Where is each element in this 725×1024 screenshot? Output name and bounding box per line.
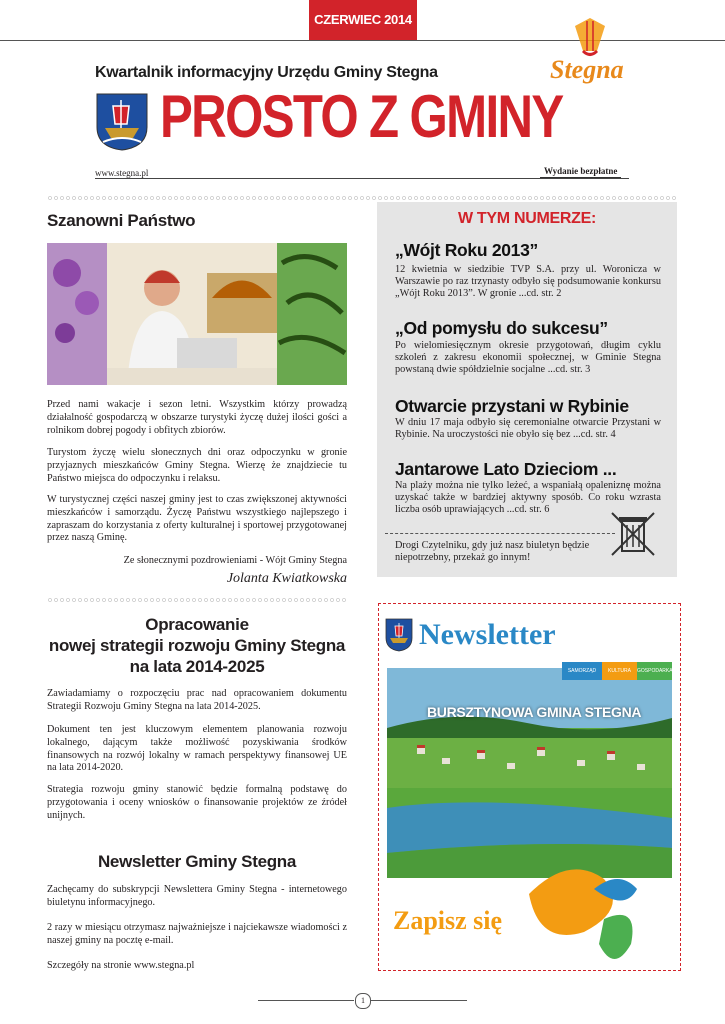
strategy-paragraph: Zawiadamiamy o rozpoczęciu prac nad opracowaniem dokumentu Strategii Rozwoju Gminy Stegna na lata 2014-2025. <box>47 688 347 712</box>
footer-rule <box>258 1000 354 1001</box>
recycle-note: Drogi Czytelniku, gdy już nasz biuletyn będzie niepotrzebny, przekaż go innym! <box>395 540 590 563</box>
ad-title: Newsletter <box>419 618 556 651</box>
masthead-title: PROSTO Z GMINY <box>160 83 563 150</box>
mayor-photo <box>47 243 347 385</box>
ad-tab[interactable]: GOSPODARKA <box>637 662 672 680</box>
page-number: 1 <box>355 993 371 1009</box>
header-rule <box>95 178 629 179</box>
signature: Jolanta Kwiatkowska <box>226 571 347 586</box>
toc-item-title[interactable]: „Wójt Roku 2013” <box>395 240 539 260</box>
subscribe-cta[interactable]: Zapisz się <box>393 906 503 935</box>
greeting-paragraph: Turystom życzę wielu słonecznych dni oraz odpoczynku w gronie przyjaznych mieszkańców Gminy Stegna. Wierzę że znajdziecie tu Państwo miejsca do odpoczynku i relaksu. <box>47 447 347 484</box>
newsletter-title: Newsletter Gminy Stegna <box>97 852 297 871</box>
ad-tab[interactable]: SAMORZĄD <box>562 662 602 680</box>
greeting-paragraph: Przed nami wakacje i sezon letni. Wszystkim którzy prowadzą działalność gospodarczą w obszarze turystyki życzę dużej ilości gości a rolnikom dobrej pogody i obfitych zbiorów. <box>47 399 347 436</box>
strategy-title-line: Opracowanie <box>145 615 249 634</box>
strategy-title-line: nowej strategii rozwoju Gminy Stegna <box>48 636 346 655</box>
newsletter-paragraph[interactable]: Szczegóły na stronie www.stegna.pl <box>47 960 195 971</box>
ad-headline: BURSZTYNOWA GMINA STEGNA <box>427 704 642 720</box>
strategy-title <box>47 614 347 677</box>
greeting-paragraph: W turystycznej części naszej gminy jest to czas zwiększonej aktywności mieszkańców i samorządu. Życzę Państwu wszystkiego najlepszego i zapraszam do korzystania z oferty kulturalnej i sportowej przygotowanej przez naszą Gminę. <box>47 494 347 544</box>
newsletter-paragraph: 2 razy w miesiącu otrzymasz najważniejsze i najciekawsze wiadomości z naszej gminy na pocztę e-mail. <box>47 922 347 946</box>
ad-tab[interactable]: KULTURA <box>602 662 637 680</box>
toc-dashed-rule <box>385 533 615 534</box>
toc-item-desc: 12 kwietnia w siedzibie TVP S.A. przy ul. Woronicza w Warszawie po raz trzynasty odbyło się podsumowanie konkursu „Wójt Roku 2013”. W gronie ...cd. str. 2 <box>395 264 661 299</box>
edition-note: Wydanie bezpłatne <box>540 166 621 178</box>
strategy-title-line: na lata 2014-2025 <box>129 657 265 676</box>
logo-text: Stegna <box>550 55 624 84</box>
aerial-photo <box>387 668 672 878</box>
site-url[interactable]: www.stegna.pl <box>95 168 149 178</box>
publication-subtitle: Kwartalnik informacyjny Urzędu Gminy Stegna <box>95 64 438 81</box>
greeting-title: Szanowni Państwo <box>47 211 196 230</box>
toc-item-title[interactable]: Otwarcie przystani w Rybinie <box>395 396 629 416</box>
strategy-paragraph: Dokument ten jest kluczowym elementem planowania rozwoju lokalnego, dającym także możliwość pozyskiwania środków finansowych na rozwój lokalny w ramach perspektywy finansowej UE na lata 2014-2020. <box>47 724 347 774</box>
toc-item-desc: Po wielomiesięcznym okresie przygotowań, długim cyklu szkoleń z zakresu ekonomii społecznej, w Gminie Stegna powstaną dwie spółdzielnie socjalne ...cd. str. 3 <box>395 340 661 375</box>
coat-of-arms-icon <box>385 618 413 652</box>
strategy-paragraph: Strategia rozwoju gminy stanowić będzie formalną podstawę do przygotowania i oceny wniosków o finansowanie projektów ze źródeł unijnych. <box>47 784 347 821</box>
toc-item-desc: W dniu 17 maja odbyło się ceremonialne otwarcie Przystani w Rybinie. Na uroczystości nie obyło się bez ...cd. str. 4 <box>395 417 661 440</box>
coat-of-arms-icon <box>95 92 149 152</box>
newsletter-ad[interactable] <box>378 603 681 971</box>
stegna-logo[interactable] <box>545 16 635 86</box>
toc-item-title[interactable]: Jantarowe Lato Dzieciom ... <box>395 459 617 479</box>
decorative-divider <box>47 195 677 201</box>
footer-rule <box>371 1000 467 1001</box>
toc-item-desc: Na plaży można nie tylko leżeć, a wspaniałą opaleniznę można uzyskać także w bardziej aktywny sposób. Co roku wzrasta liczba osób uprawiających ...cd. str. 6 <box>395 480 661 515</box>
greeting-closing: Ze słonecznymi pozdrowieniami - Wójt Gminy Stegna <box>123 555 347 566</box>
decorative-divider <box>47 597 347 603</box>
toc-heading: W TYM NUMERZE: <box>457 210 596 227</box>
crossed-bin-icon <box>608 509 658 559</box>
newsletter-paragraph: Zachęcamy do subskrypcji Newslettera Gminy Stegna - internetowego biuletynu informacyjnego. <box>47 884 347 908</box>
issue-date-tab: CZERWIEC 2014 <box>309 0 417 40</box>
toc-item-title[interactable]: „Od pomysłu do sukcesu” <box>395 318 608 338</box>
